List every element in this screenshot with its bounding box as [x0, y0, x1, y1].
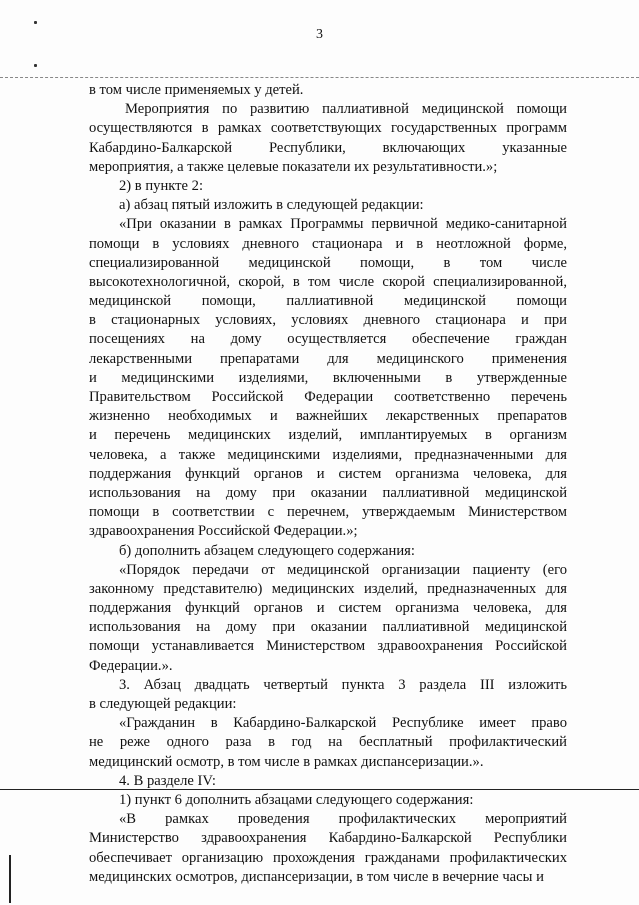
- text-line: Кабардино-Балкарской Республики, включающих указанные: [89, 139, 567, 156]
- scan-crease-line: [0, 789, 639, 790]
- document-body: [89, 81, 567, 887]
- paragraph: [89, 100, 567, 177]
- text-line: мероприятия, а также целевые показатели их результативности.»;: [89, 158, 498, 175]
- text-line: «При оказании в рамках Программы первичной медико-санитарной: [119, 216, 567, 233]
- text-line: медицинских осмотров, диспансеризации, в том числе в вечерние часы и: [89, 868, 544, 885]
- scan-artifact: [34, 64, 37, 67]
- text-line: использования на дому при оказании паллиативной медицинской: [89, 619, 567, 636]
- paragraph: [89, 196, 567, 215]
- text-line: законному представителю) медицинских изделий, предназначенных для: [89, 580, 567, 597]
- text-line: использования на дому при оказании паллиативной медицинской: [89, 484, 567, 501]
- text-line: Правительством Российской Федерации соответственно перечень: [89, 389, 567, 405]
- text-line: «Порядок передачи от медицинской организации пациенту (его: [119, 561, 567, 578]
- scan-artifact: [34, 21, 37, 24]
- text-line: Министерство здравоохранения Кабардино-Балкарской Республики: [89, 830, 567, 847]
- text-line: 2) в пункте 2:: [119, 177, 204, 194]
- scan-edge-mark: [9, 855, 11, 903]
- text-line: человека, а также медицинскими изделиями, предназначенными для: [89, 446, 567, 463]
- paragraph: [89, 542, 567, 561]
- page-number: 3: [316, 27, 323, 42]
- text-line: в том числе применяемых у детей.: [89, 82, 304, 98]
- text-line: поддержания функций органов и систем организма человека, для: [89, 465, 567, 482]
- text-line: и медицинскими изделиями, включенными в утвержденные: [89, 369, 567, 386]
- text-line: высокотехнологичной, скорой, в том числе скорой специализированной,: [89, 273, 567, 290]
- paragraph: [89, 676, 567, 714]
- text-line: 4. В разделе IV:: [119, 772, 216, 789]
- paragraph: [89, 215, 567, 541]
- text-line: специализированной медицинской помощи, в том числе: [89, 254, 567, 271]
- text-line: не реже одного раза в год на бесплатный профилактический: [89, 734, 567, 751]
- text-line: здравоохранения Российской Федерации.»;: [89, 523, 358, 540]
- text-line: «Гражданин в Кабардино-Балкарской Республике имеет право: [119, 715, 567, 732]
- text-line: обеспечивает организацию прохождения гражданами профилактических: [89, 849, 567, 866]
- text-line: помощи в соответствии с перечнем, утверждаемым Министерством: [89, 504, 567, 521]
- text-line: б) дополнить абзацем следующего содержания:: [119, 542, 415, 559]
- paragraph: [89, 81, 567, 100]
- text-line: помощи в условиях дневного стационара и в неотложной форме,: [89, 235, 567, 252]
- text-line: и перечень медицинских изделий, имплантируемых в организм: [89, 427, 567, 444]
- text-line: а) абзац пятый изложить в следующей редакции:: [119, 197, 424, 214]
- paragraph: [89, 810, 567, 887]
- scan-fold-line: [0, 77, 639, 78]
- paragraph: [89, 561, 567, 676]
- text-line: поддержания функций органов и систем организма человека, для: [89, 600, 567, 617]
- text-line: осуществляются в рамках соответствующих государственных программ: [89, 120, 567, 137]
- text-line: жизненно необходимых и важнейших лекарственных препаратов: [89, 408, 567, 425]
- text-line: в следующей редакции:: [89, 696, 237, 712]
- text-line: Мероприятия по развитию паллиативной медицинской помощи: [125, 101, 567, 118]
- text-line: «В рамках проведения профилактических мероприятий: [119, 811, 567, 828]
- text-line: медицинской помощи, паллиативной медицинской помощи: [89, 293, 567, 310]
- paragraph: [89, 177, 567, 196]
- text-line: 1) пункт 6 дополнить абзацами следующего содержания:: [119, 791, 474, 808]
- text-line: помощи устанавливается Министерством здравоохранения Российской: [89, 638, 567, 655]
- text-line: 3. Абзац двадцать четвертый пункта 3 раздела III изложить: [119, 676, 567, 693]
- paragraph: [89, 714, 567, 772]
- paragraph: [89, 791, 567, 810]
- text-line: в стационарных условиях, условиях дневного стационара и при: [89, 312, 567, 329]
- text-line: посещениях на дому осуществляется обеспечение граждан: [89, 331, 567, 348]
- text-line: Федерации.».: [89, 657, 173, 674]
- text-line: медицинский осмотр, в том числе в рамках диспансеризации.».: [89, 753, 484, 770]
- text-line: лекарственными препаратами для медицинского применения: [89, 350, 567, 367]
